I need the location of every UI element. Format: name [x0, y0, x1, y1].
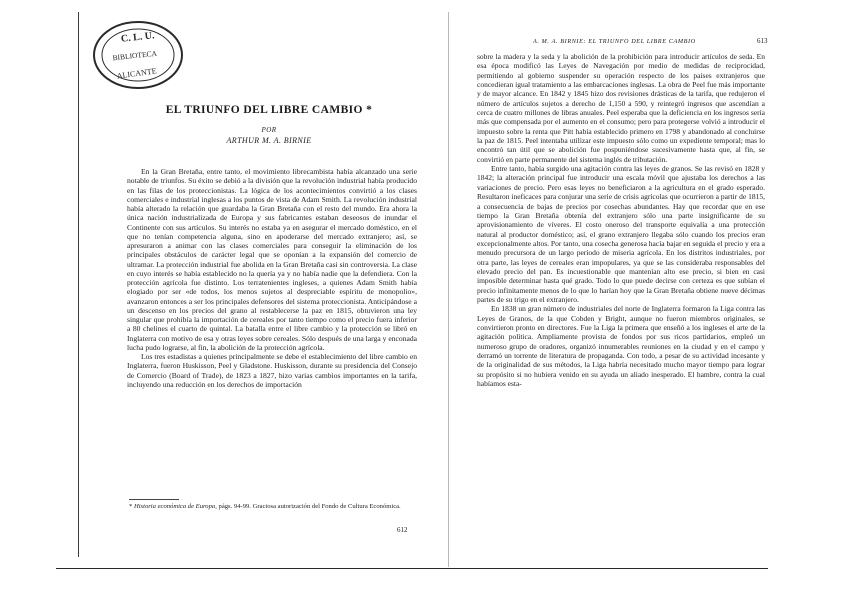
- right-page: [448, 12, 789, 567]
- footnote-source-detail: págs. 94-99. Graciosa autorización del Fondo de Cultura Económica.: [218, 503, 401, 510]
- library-stamp: [91, 18, 185, 92]
- page-number-right: 613: [757, 37, 768, 45]
- scan-bottom-edge: [56, 568, 768, 569]
- article-author: ARTHUR M. A. BIRNIE: [226, 136, 312, 145]
- footnote-rule: [129, 499, 179, 500]
- footnote-marker: *: [129, 503, 133, 510]
- running-head: A. M. A. BIRNIE: EL TRIUNFO DEL LIBRE CAMBIO: [533, 38, 696, 45]
- byline-por: POR: [261, 126, 277, 134]
- footnote: [129, 503, 417, 511]
- right-body-text: [477, 52, 765, 542]
- left-paragraph: En la Gran Bretaña, entre tanto, el movimiento librecambista había alcanzado una serie notable de triunfos. Su éxito se debió a la división que la revolución industrial había producido en las filas de los proteccionistas. La lógica de los acontecimientos convirtió a los clases comerciales e industrial inglesas a los puntos de vista de Adam Smith. La revolución industrial había alterado la relación que guardaba la Gran Bretaña con el resto del mundo. Era ahora la única nación industrializada de Europa y sus fabricantes estaban deseosos de inundar el Continente con sus artículos. Su interés no estaba ya en asegurar el mercado doméstico, en el que no tenían competencia alguna, sino en apoderarse del mercado extranjero; así, se apresuraron a animar con las clases comerciales para conseguir la eliminación de los principales obstáculos de carácter legal que se oponían a la expansión del comercio de ultramar. La protección industrial fue abolida en la Gran Bretaña casi sin controversia. La clase en cuyo interés se había establecido no la quería ya y no había nadie que la defendiera. Con la protección agrícola fue distinto. Los terratenientes ingleses, a quienes Adam Smith había elogiado por ser «de todos, los menos sujetos al despreciable espíritu de monopolio», avanzaron entonces a ser los principales defensores del sistema proteccionista. Anticipándose a un descenso en los precios del grano al restablecerse la paz en 1815, obtuvieron una ley singular que prohibía la importación de cereales por tanto tiempo como el precio fuera inferior a 80 chelines el cuarto de quintal. La batalla entre el libre cambio y la protección se libró en Inglaterra con motivo de esa y otras leyes sobre cereales. Sólo después de una larga y enconada lucha pudo lograrse, al fin, la abolición de la protección agrícola.: [127, 167, 417, 352]
- left-body-text: [127, 167, 417, 497]
- library-stamp-icon: [91, 18, 185, 92]
- right-paragraph: Entre tanto, había surgido una agitación contra las leyes de granos. Se las revisó en 1828 y 1842; la alteración principal fue introducir una escala móvil que ajustaba los derechos a las variaciones de precio. Pero esas leyes no beneficiaron a la agricultura en el grado esperado. Resultaron ineficaces para conjurar una serie de crisis agrícolas que ocurrieron a partir de 1815, a consecuencia de bajas de precios por cosechas abundantes. Hay que recordar que en ese tiempo la Gran Bretaña obtenía del extranjero sólo una parte insignificante de su aprovisionamiento de víveres. El costo oneroso del transporte equivalía a una protección natural al productor doméstico; así, el grano extranjero llegaba sólo cuando los precios eran excepcionalmente altos. Por tanto, una cosecha generosa hacía bajar en seguida el precio y era a menudo precursora de un largo período de miseria agrícola. En los distritos industriales, por otra parte, las leyes de cereales eran impopulares, ya que se las consideraba responsables del elevado precio del pan. Es incuestionable que mantenían alto ese precio, si bien en casi imposible determinar hasta qué grado. Todo lo que puede decirse con certeza es que subían el precio infinitamente menos de lo que lo harían hoy que la Gran Bretaña obtiene nueve décimas partes de su trigo en el extranjero.: [477, 164, 765, 304]
- stamp-bottom-text: ALICANTE: [116, 66, 158, 81]
- footnote-source-title: Historia económica de Europa,: [133, 503, 217, 510]
- right-paragraph: sobre la madera y la seda y la abolición de la prohibición para introducir artículos de seda. En esa época modificó las Leyes de Navegación por medio de medidas de reciprocidad, permitiendo al gobierno suspender su operación respecto de los países extranjeros que concedieran igual tratamiento a las embarcaciones inglesas. La obra de Peel fue más importante y de mayor alcance. En 1842 y 1845 hizo dos revisiones drásticas de la tarifa, que redujeron el número de artículos sujetos a derecho de 1,150 a 590, y reintegró ingresos que ascendían a cerca de cuatro millones de libras anuales. Peel esperaba que la deficiencia en los ingresos sería más que compensada por el aumento en el consumo; pero para protegerse volvió a introducir el impuesto sobre la renta que Pitt había establecido primero en 1798 y abandonado al concluirse la paz de 1815. Peel intentaba utilizar este impuesto sólo como un expediente temporal; mas lo encontró tan útil que se abolición fue pospuniéndose sucesivamente hasta que, al fin, se convirtió en parte permanente del sistema inglés de tributación.: [477, 52, 765, 164]
- left-paragraph: Los tres estadistas a quienes principalmente se debe el establecimiento del libre cambio en Inglaterra, fueron Huskisson, Peel y Gladstone. Huskisson, durante su presidencia del Consejo de Comercio (Board of Trade), de 1823 a 1827, hizo varias cambios importantes en la tarifa, incluyendo una reducción en los derechos de importación: [127, 352, 417, 389]
- stamp-middle-text: BIBLIOTECA: [112, 48, 158, 63]
- stamp-top-text: C. L. U.: [120, 30, 156, 45]
- page-number-left: 612: [397, 526, 408, 534]
- left-page: [78, 12, 431, 557]
- article-title: EL TRIUNFO DEL LIBRE CAMBIO *: [165, 104, 373, 116]
- right-paragraph: En 1838 un gran número de industriales del norte de Inglaterra formaron la Liga contra las Leyes de Granos, de la que Cobden y Bright, aunque no fueron miembros originales, se convirtieron pronto en directores. Fue la Liga la primera que enseñó a los ingleses el arte de la agitación política. Ampliamente provista de fondos por sus ricos partidarios, empleó un numeroso grupo de oradores, organizó innumerables reuniones en la ciudad y en el campo y derramó un torrente de literatura de propaganda. Con todo, a pesar de su actividad incesante y de la originalidad de sus métodos, la Liga habría necesitado mucho mayor tiempo para lograr su propósito si no hubiera venido en su ayuda un aliado inesperado. El hambre, contra la cual habíamos esta-: [477, 304, 765, 389]
